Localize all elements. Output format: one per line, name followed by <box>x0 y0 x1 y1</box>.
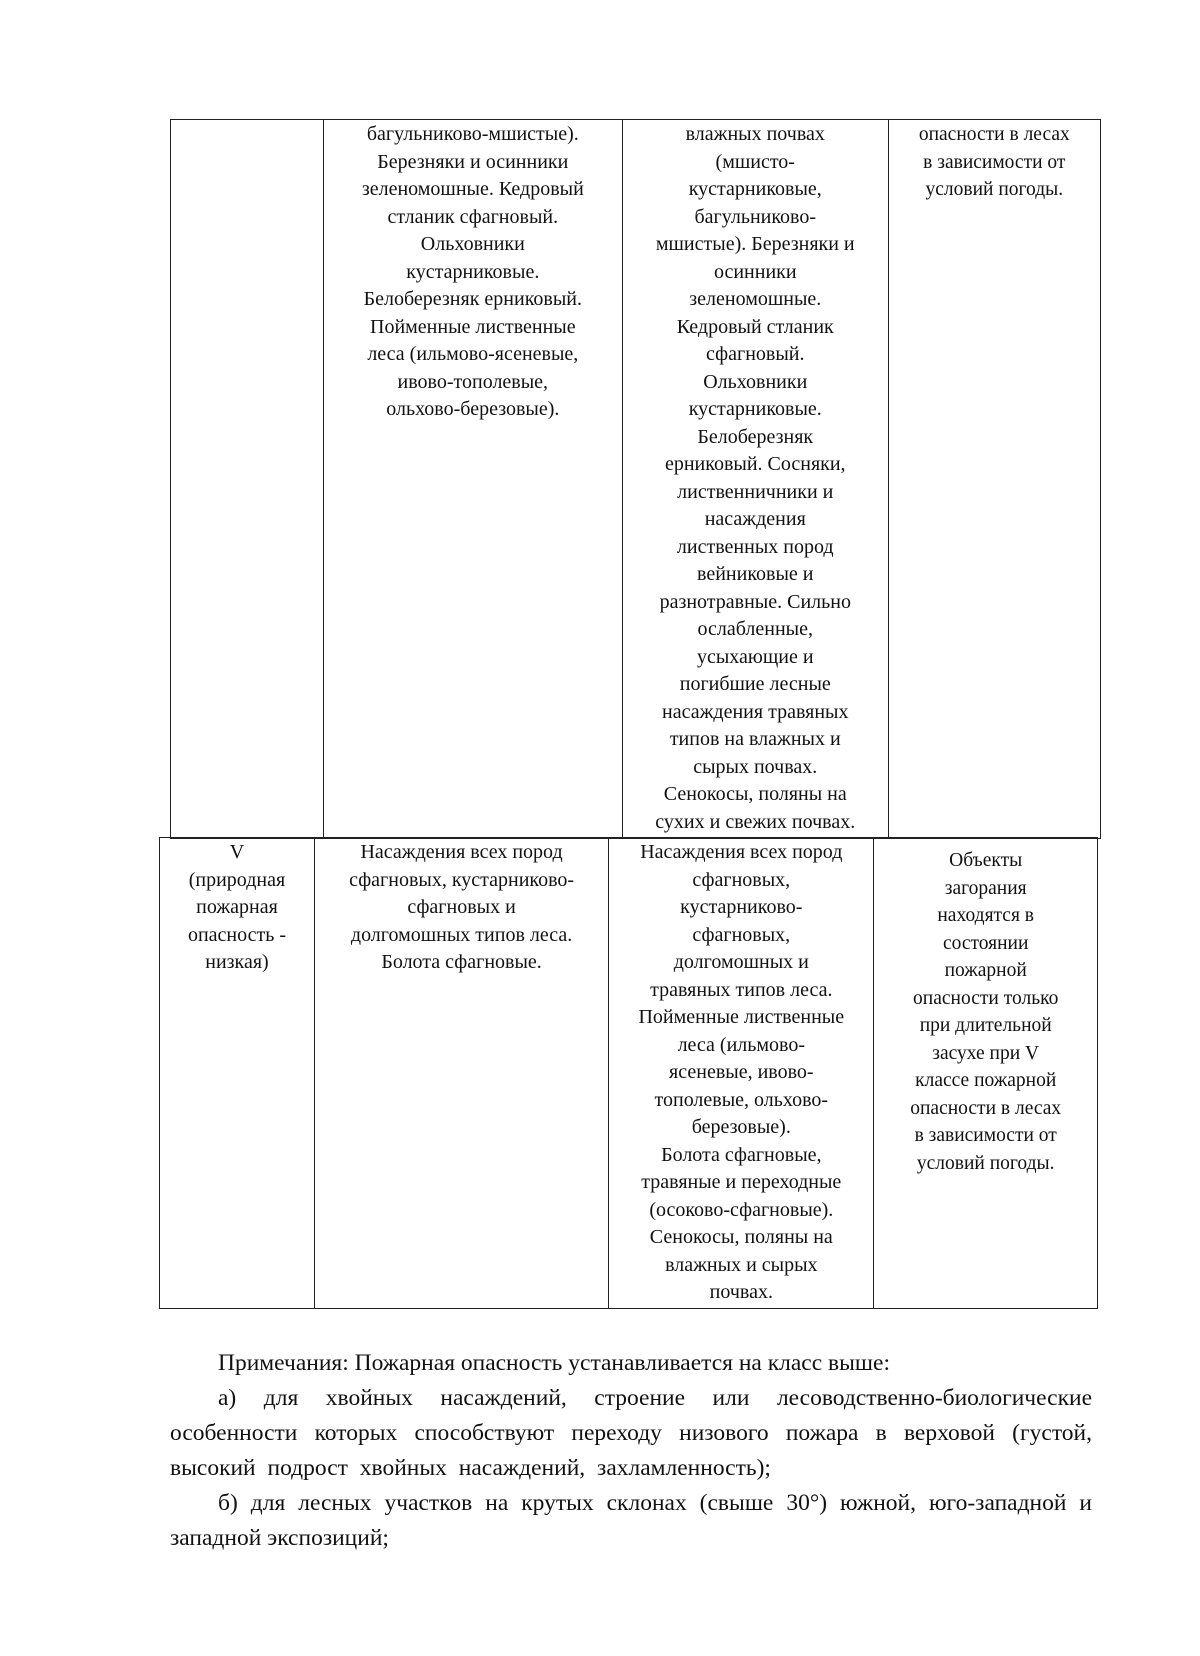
fire-danger-table-class-v <box>159 837 1098 1309</box>
table-row <box>171 120 1101 839</box>
fire-danger-conditions-text: опасности в лесах в зависимости от условий погоды. <box>918 124 1070 200</box>
forest-types-extended-cell <box>622 120 888 839</box>
forest-types-cell <box>323 120 622 839</box>
forest-types-text: Насаждения всех пород сфагновых, кустарниково- сфагновых и долгомошных типов леса. Болота сфагновые. <box>349 841 575 973</box>
class-cell-text: V (природная пожарная опасность - низкая) <box>187 841 286 973</box>
forest-types-extended-cell <box>609 838 874 1309</box>
note-item-b: б) для лесных участков на крутых склонах (свыше 30°) южной, юго-западной и западной экспозиций; <box>170 1490 1092 1551</box>
fire-danger-table-continuation <box>170 119 1101 839</box>
notes-heading: Примечания: Пожарная опасность устанавливается на класс выше: <box>218 1350 890 1376</box>
fire-danger-conditions-text: Объекты загорания находятся в состоянии пожарной опасности только при длительной засухе при V классе пожарной опасности в лесах в зависимости от условий погоды. <box>910 850 1062 1174</box>
forest-types-cell <box>314 838 608 1309</box>
notes-section <box>170 1346 1092 1556</box>
fire-danger-conditions-cell <box>888 120 1100 839</box>
table-row <box>160 838 1098 1309</box>
class-cell <box>171 120 324 839</box>
class-cell <box>160 838 315 1309</box>
fire-danger-conditions-cell <box>874 838 1098 1309</box>
forest-types-extended-text: Насаждения всех пород сфагновых, кустарниково- сфагновых, долгомошных и травяных типов леса. Пойменные лиственные леса (ильмово- ясеневые, ивово- тополевые, ольхово- березовые). Болота сфагновые, травяные и переходные (осоково-сфагновые). Сенокосы, поляны на влажных и сырых почвах. <box>638 841 845 1303</box>
forest-types-text: багульниково-мшистые). Березняки и осинники зеленомошные. Кедровый стланик сфагновый. Ольховники кустарниковые. Белоберезняк ерниковый. Пойменные лиственные леса (ильмово-ясеневые, ивово-тополевые, ольхово-березовые). <box>361 123 584 420</box>
forest-types-extended-text: влажных почвах (мшисто- кустарниковые, багульниково- мшистые). Березняки и осинники зеленомошные. Кедровый стланик сфагновый. Ольховники кустарниковые. Белоберезняк ерниковый. Сосняки, лиственничники и насаждения лиственных пород вейниковые и разнотравные. Сильно ослабленные, усыхающие и погибшие лесные насаждения травяных типов на влажных и сырых почвах. Сенокосы, поляны на сухих и свежих почвах. <box>655 123 856 833</box>
note-item-a: а) для хвойных насаждений, строение или лесоводственно-биологические особенности которых способствуют переходу низового пожара в верховой (густой, высокий подрост хвойных насаждений, захламленность); <box>170 1385 1092 1481</box>
